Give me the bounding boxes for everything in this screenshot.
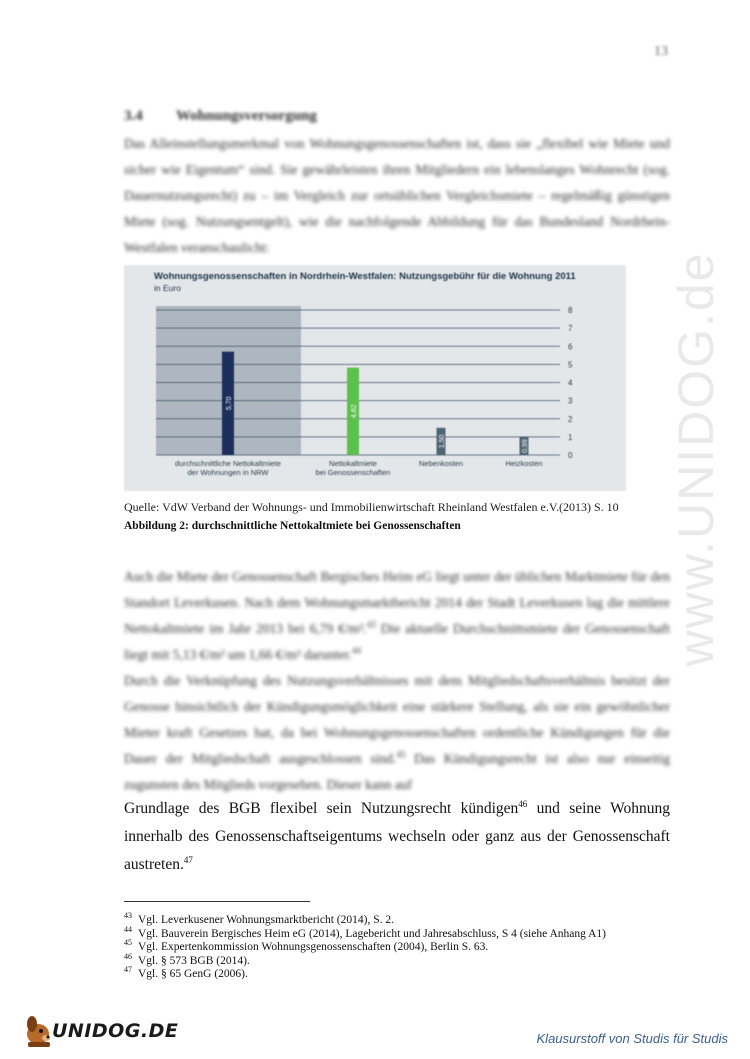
x-tick-label: Nebenkosten (418, 459, 464, 468)
footnote-divider (124, 901, 310, 902)
figure-source: Quelle: VdW Verband der Wohnungs- und Immobilienwirtschaft Rheinland Westfalen e.V.(2013) S. 10 (124, 500, 619, 514)
logo-text: UNIDOG.DE (52, 1020, 179, 1042)
y-tick-label: 4 (568, 378, 573, 388)
x-tick-label: bei Genossenschaften (315, 468, 391, 477)
paragraph-2 (124, 564, 670, 668)
section-heading (124, 108, 317, 125)
intro-paragraph: Das Alleinstellungsmerkmal von Wohnungsgenossenschaften ist, dass sie „flexibel wie Miete und sicher wie Eigentum“ sind. Sie gewährleisten ihren Mitgliedern ein lebenslanges Wohnrecht (sog. Dauernutzungsrecht) zu – im Vergleich zur ortsüblichen Vergleichsmiete – regelmäßig günstigen Miete (sog. Nutzungsentgelt), wie die nachfolgende Abbildung für das Bundesland Nordrhein-Westfalen veranschaulicht: (124, 136, 670, 255)
footnote-ref-45: 45 (396, 749, 406, 760)
y-tick-label: 3 (568, 396, 573, 406)
y-tick-label: 0 (568, 451, 573, 460)
x-tick-label: Nettokaltmiete (329, 459, 377, 468)
data-label: 1,50 (439, 434, 446, 449)
x-tick-label: durchschnittliche Nettokaltmiete (175, 459, 281, 468)
x-tick-label: Heizkosten (505, 459, 543, 468)
paragraph-3-clear-1: Grundlage des BGB flexibel sein Nutzungsrecht kündigen (124, 800, 519, 817)
section-number: 3.4 (124, 108, 143, 124)
paragraph-3-clear-2: und seine Wohnung innerhalb des Genossenschaftseigentums wechseln oder ganz aus der Genossenschaft austreten. (124, 800, 670, 873)
watermark: www.UNIDOG.de (668, 251, 724, 667)
footnote-ref-46: 46 (518, 798, 528, 809)
y-tick-label: 5 (568, 360, 573, 370)
paragraph-2-rest: Die aktuelle Durchschnittsmiete der Genossenschaft liegt mit 5,13 €/m² um 1,66 €/m² darunter. (124, 621, 670, 662)
footnotes (124, 911, 606, 982)
data-label: 0,99 (522, 439, 529, 453)
paragraph-3 (124, 668, 670, 798)
figure-caption: Abbildung 2: durchschnittliche Nettokaltmiete bei Genossenschaften (124, 520, 461, 532)
chart-title: Wohnungsgenossenschaften in Nordrhein-Westfalen: Nutzungsgebühr für die Wohnung 2011 (154, 271, 576, 282)
footnote-ref-47: 47 (183, 854, 193, 865)
paragraph-3-text-2: Das Kündigungsrecht ist also nur einseitig zugunsten des Mitglieds vorgesehen. Dieser kann auf (124, 751, 671, 792)
footnote: $^{46}$ Vgl. § 573 BGB (2014). (124, 951, 250, 967)
paragraph-3-clear (124, 795, 670, 879)
paragraph-3-text: Durch die Verknüpfung des Nutzungsverhältnisses mit dem Mitgliedschaftsverhältnis besitzt der Genosse hinsichtlich der Kündigungsmöglichkeit eine stärkere Stellung, als sie ein gewöhnlicher Mieter kraft Gesetzes hat, da bei Wohnungsgenossenschaften ordentliche Kündigungen für die Dauer der Mitgliedschaft ausgeschlossen sind. (124, 673, 670, 766)
tagline: Klausurstoff von Studis für Studis (536, 1031, 728, 1046)
y-tick-label: 7 (568, 324, 573, 334)
y-tick-label: 1 (568, 432, 573, 442)
y-tick-label: 6 (568, 342, 573, 352)
bar-chart (124, 265, 626, 491)
chart-subtitle: in Euro (154, 283, 181, 293)
footnote-ref-43: 43 (366, 619, 376, 630)
footnote: $^{47}$ Vgl. § 65 GenG (2006). (124, 965, 248, 980)
chart-plot (124, 265, 626, 491)
y-tick-label: 8 (568, 306, 573, 315)
y-tick-label: 2 (568, 414, 573, 424)
x-tick-label: der Wohnungen in NRW (187, 468, 269, 477)
footnote: $^{45}$ Vgl. Expertenkommission Wohnungsgenossenschaften (2004), Berlin S. 63. (124, 938, 489, 953)
footnote: $^{44}$ Vgl. Bauverein Bergisches Heim eG (2014), Lagebericht und Jahresabschluss, S 4 (siehe Anhang A1) (124, 924, 606, 940)
data-label: 5,70 (226, 396, 233, 411)
section-title: Wohnungsversorgung (176, 108, 317, 124)
footnote: $^{43}$ Vgl. Leverkusener Wohnungsmarktbericht (2014), S. 2. (124, 911, 394, 926)
footnote-ref-44: 44 (351, 645, 361, 656)
paragraph-3-blurred (124, 673, 670, 792)
paragraph-2-text: Auch die Miete der Genossenschaft Bergisches Heim eG liegt unter der üblichen Marktmiete für den Standort Leverkusen. Nach dem Wohnungsmarktbericht 2014 der Stadt Leverkusen lag die mittlere Nettokaltmiete im Jahr 2013 bei 6,79 €/m². (124, 569, 670, 636)
page-number: 13 (654, 44, 668, 59)
data-label: 4,82 (351, 404, 358, 419)
